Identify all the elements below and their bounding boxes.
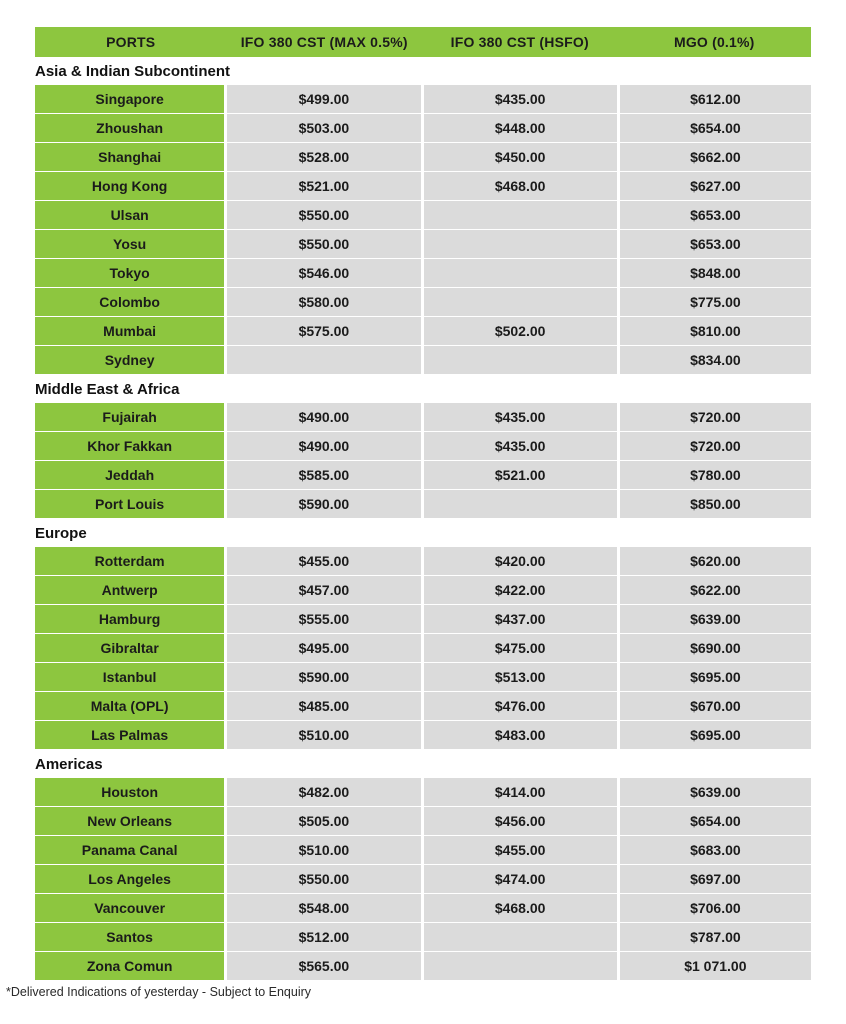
- price-cell: $670.00: [620, 692, 811, 720]
- section-label: Americas: [35, 755, 103, 773]
- price-cell: $654.00: [620, 114, 811, 142]
- table-row: [35, 230, 811, 258]
- port-cell: Gibraltar: [35, 634, 224, 662]
- price-cell: $448.00: [424, 114, 617, 142]
- section-label: Europe: [35, 524, 87, 542]
- price-cell: $612.00: [620, 85, 811, 113]
- price-cell: [424, 259, 617, 287]
- table-row: [35, 490, 811, 518]
- table-header: [35, 27, 811, 57]
- port-cell: Mumbai: [35, 317, 224, 345]
- port-cell: Las Palmas: [35, 721, 224, 749]
- column-header-ifo380-hsfo: IFO 380 CST (HSFO): [450, 34, 589, 50]
- price-cell: $620.00: [620, 547, 811, 575]
- price-cell: $622.00: [620, 576, 811, 604]
- table-row: [35, 85, 811, 113]
- table-row: [35, 663, 811, 691]
- price-cell: $580.00: [227, 288, 420, 316]
- price-cell: $435.00: [424, 432, 617, 460]
- port-cell: Antwerp: [35, 576, 224, 604]
- table-row: [35, 605, 811, 633]
- price-cell: $683.00: [620, 836, 811, 864]
- price-cell: $662.00: [620, 143, 811, 171]
- price-cell: $490.00: [227, 403, 420, 431]
- table-row: [35, 865, 811, 893]
- table-row: [35, 432, 811, 460]
- price-cell: $575.00: [227, 317, 420, 345]
- port-cell: Los Angeles: [35, 865, 224, 893]
- table-row: [35, 692, 811, 720]
- port-cell: Houston: [35, 778, 224, 806]
- price-cell: $495.00: [227, 634, 420, 662]
- price-cell: $555.00: [227, 605, 420, 633]
- port-cell: Jeddah: [35, 461, 224, 489]
- price-cell: $550.00: [227, 201, 420, 229]
- column-header-ports: PORTS: [106, 34, 156, 50]
- port-cell: Zhoushan: [35, 114, 224, 142]
- port-cell: Port Louis: [35, 490, 224, 518]
- price-cell: $695.00: [620, 663, 811, 691]
- price-cell: $590.00: [227, 490, 420, 518]
- price-cell: $521.00: [227, 172, 420, 200]
- price-cell: [424, 923, 617, 951]
- port-cell: Panama Canal: [35, 836, 224, 864]
- port-cell: Hamburg: [35, 605, 224, 633]
- table-row: [35, 172, 811, 200]
- price-cell: $697.00: [620, 865, 811, 893]
- price-cell: $546.00: [227, 259, 420, 287]
- price-cell: $457.00: [227, 576, 420, 604]
- port-cell: Colombo: [35, 288, 224, 316]
- price-cell: $639.00: [620, 605, 811, 633]
- price-cell: $485.00: [227, 692, 420, 720]
- port-cell: Zona Comun: [35, 952, 224, 980]
- port-cell: Singapore: [35, 85, 224, 113]
- price-cell: $653.00: [620, 230, 811, 258]
- price-cell: [227, 346, 420, 374]
- table-row: [35, 894, 811, 922]
- table-row: [35, 403, 811, 431]
- port-cell: Fujairah: [35, 403, 224, 431]
- price-cell: $690.00: [620, 634, 811, 662]
- price-cell: $450.00: [424, 143, 617, 171]
- price-cell: $787.00: [620, 923, 811, 951]
- price-cell: $490.00: [227, 432, 420, 460]
- price-cell: $810.00: [620, 317, 811, 345]
- table-row: [35, 288, 811, 316]
- price-cell: $834.00: [620, 346, 811, 374]
- price-cell: [424, 288, 617, 316]
- port-cell: Yosu: [35, 230, 224, 258]
- price-cell: $627.00: [620, 172, 811, 200]
- price-cell: $475.00: [424, 634, 617, 662]
- section-label: Middle East & Africa: [35, 380, 180, 398]
- price-cell: $455.00: [227, 547, 420, 575]
- port-cell: Vancouver: [35, 894, 224, 922]
- price-cell: $720.00: [620, 403, 811, 431]
- table-row: [35, 114, 811, 142]
- price-cell: $550.00: [227, 865, 420, 893]
- price-cell: $780.00: [620, 461, 811, 489]
- table-row: [35, 778, 811, 806]
- column-header-ifo380-max05: IFO 380 CST (MAX 0.5%): [240, 34, 408, 50]
- price-cell: $456.00: [424, 807, 617, 835]
- price-cell: $505.00: [227, 807, 420, 835]
- price-cell: $550.00: [227, 230, 420, 258]
- price-cell: $653.00: [620, 201, 811, 229]
- price-cell: $775.00: [620, 288, 811, 316]
- price-cell: $848.00: [620, 259, 811, 287]
- price-cell: $483.00: [424, 721, 617, 749]
- price-cell: $654.00: [620, 807, 811, 835]
- port-cell: Sydney: [35, 346, 224, 374]
- port-cell: Tokyo: [35, 259, 224, 287]
- port-cell: Malta (OPL): [35, 692, 224, 720]
- price-cell: $414.00: [424, 778, 617, 806]
- price-cell: $435.00: [424, 403, 617, 431]
- price-cell: $695.00: [620, 721, 811, 749]
- price-cell: [424, 346, 617, 374]
- table-row: [35, 923, 811, 951]
- table-row: [35, 547, 811, 575]
- port-cell: Ulsan: [35, 201, 224, 229]
- price-cell: $437.00: [424, 605, 617, 633]
- table-row: [35, 461, 811, 489]
- price-cell: $422.00: [424, 576, 617, 604]
- table-row: [35, 317, 811, 345]
- bunker-price-table: [6, 27, 811, 999]
- port-cell: Istanbul: [35, 663, 224, 691]
- price-cell: [424, 952, 617, 980]
- price-cell: $706.00: [620, 894, 811, 922]
- section-label: Asia & Indian Subcontinent: [35, 62, 231, 80]
- price-cell: $510.00: [227, 836, 420, 864]
- price-cell: $590.00: [227, 663, 420, 691]
- port-cell: Shanghai: [35, 143, 224, 171]
- column-header-mgo: MGO (0.1%): [673, 34, 755, 50]
- price-cell: $499.00: [227, 85, 420, 113]
- table-row: [35, 576, 811, 604]
- table-row: [35, 634, 811, 662]
- price-cell: $720.00: [620, 432, 811, 460]
- price-cell: $639.00: [620, 778, 811, 806]
- table-row: [35, 143, 811, 171]
- price-cell: $565.00: [227, 952, 420, 980]
- table-row: [35, 807, 811, 835]
- price-cell: $468.00: [424, 172, 617, 200]
- price-cell: $476.00: [424, 692, 617, 720]
- price-cell: $510.00: [227, 721, 420, 749]
- price-cell: $512.00: [227, 923, 420, 951]
- price-cell: [424, 230, 617, 258]
- price-cell: $435.00: [424, 85, 617, 113]
- table-row: [35, 259, 811, 287]
- price-cell: $585.00: [227, 461, 420, 489]
- port-cell: Santos: [35, 923, 224, 951]
- price-cell: $503.00: [227, 114, 420, 142]
- table-row: [35, 721, 811, 749]
- table-row: [35, 836, 811, 864]
- price-cell: $548.00: [227, 894, 420, 922]
- price-cell: $1 071.00: [620, 952, 811, 980]
- port-cell: Rotterdam: [35, 547, 224, 575]
- table-row: [35, 201, 811, 229]
- price-cell: $420.00: [424, 547, 617, 575]
- table-row: [35, 346, 811, 374]
- port-cell: New Orleans: [35, 807, 224, 835]
- port-cell: Khor Fakkan: [35, 432, 224, 460]
- price-cell: $468.00: [424, 894, 617, 922]
- price-cell: [424, 490, 617, 518]
- price-cell: [424, 201, 617, 229]
- price-cell: $521.00: [424, 461, 617, 489]
- price-cell: $482.00: [227, 778, 420, 806]
- port-cell: Hong Kong: [35, 172, 224, 200]
- table-sections: [35, 57, 811, 980]
- price-cell: $474.00: [424, 865, 617, 893]
- price-cell: $528.00: [227, 143, 420, 171]
- footnote: *Delivered Indications of yesterday - Subject to Enquiry: [6, 985, 312, 999]
- price-cell: $502.00: [424, 317, 617, 345]
- price-cell: $850.00: [620, 490, 811, 518]
- table-row: [35, 952, 811, 980]
- price-cell: $513.00: [424, 663, 617, 691]
- price-cell: $455.00: [424, 836, 617, 864]
